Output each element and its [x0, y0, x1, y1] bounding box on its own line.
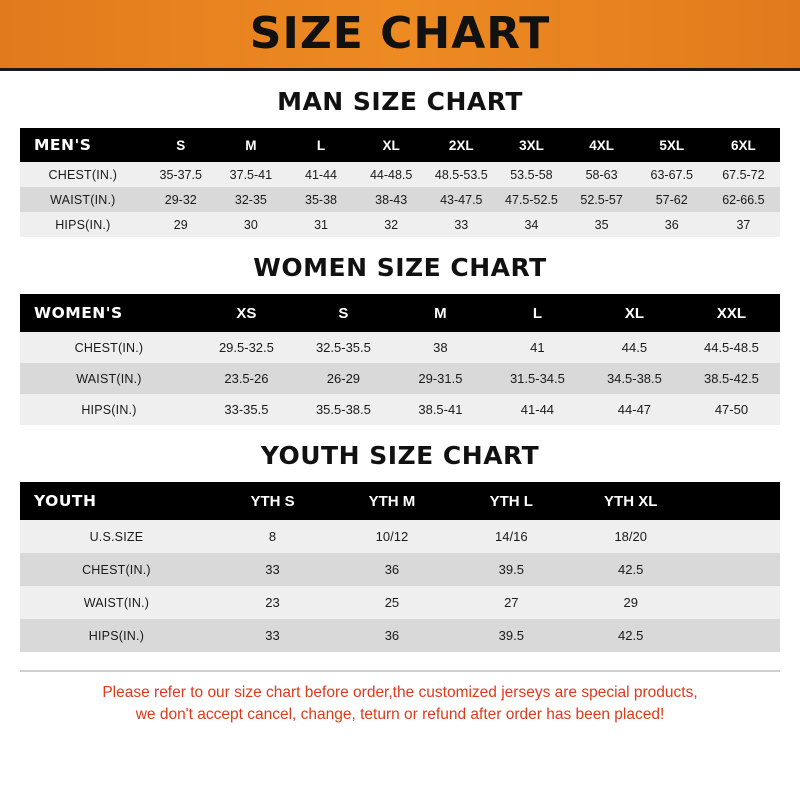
cell: 44-48.5 [369, 167, 413, 182]
table-row [20, 187, 780, 212]
row-label-chest: CHEST(IN.) [48, 167, 118, 182]
header-cell-label: WOMEN'S [34, 304, 123, 322]
header-cell-6xl: 6XL [731, 137, 756, 153]
cell: 23.5-26 [224, 371, 269, 386]
cell: 33 [265, 562, 280, 577]
table-row [20, 553, 780, 586]
cell: 52.5-57 [580, 192, 623, 207]
header-cell-2xl: 2XL [448, 137, 474, 153]
section-title-man: MAN SIZE CHART [277, 87, 523, 116]
section-women [20, 253, 780, 425]
cell: 31.5-34.5 [509, 371, 565, 386]
cell: 42.5 [618, 562, 644, 577]
cell: 58-63 [585, 167, 618, 182]
cell: 36 [384, 628, 400, 643]
row-label-waist: WAIST(IN.) [76, 371, 142, 386]
cell: 35.5-38.5 [315, 402, 371, 417]
table-row [20, 363, 780, 394]
table-row [20, 619, 780, 652]
header-cell-label: MEN'S [34, 136, 92, 154]
cell: 25 [384, 595, 400, 610]
cell: 37 [736, 217, 751, 232]
cell: 62-66.5 [722, 192, 765, 207]
cell-spacer [690, 619, 780, 652]
women-table-head [20, 294, 780, 332]
cell: 33 [454, 217, 469, 232]
cell: 38-43 [375, 192, 408, 207]
cell: 41 [530, 340, 545, 355]
table-row [20, 332, 780, 363]
table-header-row [20, 482, 780, 520]
page-title: SIZE CHART [249, 8, 551, 59]
cell: 27 [504, 595, 519, 610]
header-cell-m: M [434, 304, 447, 322]
table-row [20, 586, 780, 619]
cell: 8 [268, 529, 277, 544]
cell: 33-35.5 [224, 402, 269, 417]
cell: 35 [594, 217, 609, 232]
header-cell-m: M [245, 137, 257, 153]
man-table-head [20, 128, 780, 162]
cell: 39.5 [498, 562, 524, 577]
footer-disclaimer [20, 670, 780, 727]
header-cell-3xl: 3XL [519, 137, 544, 153]
man-size-table [20, 128, 780, 237]
row-label-chest: CHEST(IN.) [82, 562, 151, 577]
youth-table-body [20, 520, 780, 652]
row-label-waist: WAIST(IN.) [83, 595, 150, 610]
cell: 57-62 [655, 192, 688, 207]
cell: 14/16 [495, 529, 528, 544]
header-cell-xs: XS [236, 304, 257, 322]
cell: 63-67.5 [650, 167, 693, 182]
section-title-women: WOMEN SIZE CHART [253, 253, 547, 282]
cell: 29-31.5 [418, 371, 463, 386]
cell: 32-35 [234, 192, 267, 207]
cell: 18/20 [614, 529, 647, 544]
table-row [20, 212, 780, 237]
cell: 38.5-41 [418, 402, 463, 417]
cell: 35-37.5 [159, 167, 202, 182]
header-cell-xl: XL [382, 137, 400, 153]
cell: 29.5-32.5 [218, 340, 274, 355]
cell: 31 [314, 217, 328, 232]
cell: 29-32 [164, 192, 197, 207]
header-cell-s: S [176, 137, 186, 153]
cell: 39.5 [498, 628, 524, 643]
cell: 34 [524, 217, 539, 232]
table-row [20, 162, 780, 187]
cell: 34.5-38.5 [606, 371, 662, 386]
cell: 33 [265, 628, 280, 643]
cell: 47.5-52.5 [505, 192, 558, 207]
row-label-hips: HIPS(IN.) [81, 402, 137, 417]
footer-line-1: Please refer to our size chart before order,the customized jerseys are special products, [102, 684, 698, 701]
header-cell-yth-m: YTH M [368, 492, 416, 510]
row-label-hips: HIPS(IN.) [55, 217, 111, 232]
cell: 47-50 [714, 402, 749, 417]
women-size-table [20, 294, 780, 425]
row-label-us-size: U.S.SIZE [89, 529, 144, 544]
table-header-row [20, 128, 780, 162]
header-cell-yth-l: YTH L [489, 492, 533, 510]
section-youth [20, 441, 780, 652]
cell: 29 [623, 595, 638, 610]
cell: 32.5-35.5 [315, 340, 371, 355]
cell: 44.5-48.5 [703, 340, 759, 355]
cell: 48.5-53.5 [434, 167, 488, 182]
man-table-body [20, 162, 780, 237]
cell: 44.5 [621, 340, 648, 355]
section-title-youth: YOUTH SIZE CHART [260, 441, 540, 470]
header-cell-l: L [316, 137, 326, 153]
header-cell-s: S [338, 304, 349, 322]
cell-spacer [690, 553, 780, 586]
cell: 10/12 [375, 529, 409, 544]
cell: 35-38 [305, 192, 338, 207]
youth-size-table [20, 482, 780, 652]
cell: 29 [173, 217, 188, 232]
cell: 36 [384, 562, 400, 577]
youth-table-head [20, 482, 780, 520]
cell: 38.5-42.5 [703, 371, 759, 386]
table-row [20, 394, 780, 425]
cell: 53.5-58 [510, 167, 553, 182]
header-cell-spacer [690, 482, 780, 520]
row-label-waist: WAIST(IN.) [50, 192, 116, 207]
header-banner [0, 0, 800, 71]
header-cell-yth-xl: YTH XL [604, 492, 658, 510]
footer-line-2: we don't accept cancel, change, teturn or refund after order has been placed! [135, 706, 665, 724]
table-header-row [20, 294, 780, 332]
header-cell-5xl: 5XL [659, 137, 685, 153]
cell: 32 [384, 217, 399, 232]
cell: 42.5 [618, 628, 644, 643]
cell: 44-47 [617, 402, 652, 417]
cell-spacer [690, 520, 780, 553]
header-cell-label: YOUTH [34, 492, 97, 510]
row-label-hips: HIPS(IN.) [88, 628, 145, 643]
cell: 30 [243, 217, 258, 232]
header-cell-xl: XL [624, 304, 644, 322]
cell: 43-47.5 [440, 192, 483, 207]
women-table-body [20, 332, 780, 425]
cell: 36 [664, 217, 679, 232]
cell: 37.5-41 [229, 167, 273, 182]
header-cell-xxl: XXL [716, 304, 747, 322]
cell: 23 [265, 595, 280, 610]
section-man [20, 87, 780, 237]
content-area [0, 87, 800, 727]
cell: 26-29 [326, 371, 361, 386]
header-cell-l: L [532, 304, 542, 322]
cell: 38 [433, 340, 448, 355]
cell-spacer [690, 586, 780, 619]
cell: 41-44 [305, 167, 338, 182]
row-label-chest: CHEST(IN.) [74, 340, 144, 355]
cell: 67.5-72 [722, 167, 765, 182]
cell: 41-44 [520, 402, 555, 417]
table-row [20, 520, 780, 553]
header-cell-yth-s: YTH S [250, 492, 295, 510]
header-cell-4xl: 4XL [589, 137, 614, 153]
